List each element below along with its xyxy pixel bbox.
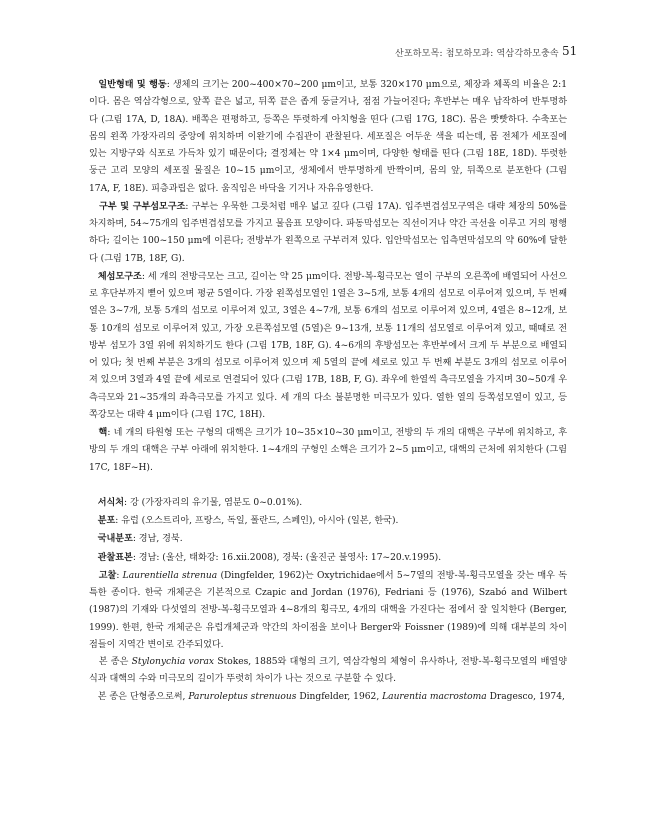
paragraph-general-form	[89, 76, 567, 198]
text-remarks2-pre: 본 종은	[98, 657, 132, 667]
heading-specimens: 관찰표본	[97, 551, 133, 563]
taxon-name: Stylonychia vorax	[131, 657, 215, 667]
paragraph-nucleus	[89, 424, 567, 477]
paragraph-remarks	[89, 567, 567, 654]
paragraph-habitat	[89, 494, 567, 512]
body-text	[89, 76, 567, 706]
paragraph-oral	[89, 198, 567, 268]
text-remarks2: Stokes, 1885와 대형의 크기, 역삼각형의 체형이 유사하나, 전방-복-횡극모열의 배열양식과 대핵의 수와 미극모의 길이가 뚜렷히 차이가 나는 것으로 구분할 수 있다.	[89, 657, 567, 685]
heading-somatic: 체섬모구조	[97, 270, 142, 282]
page-number: 51	[562, 44, 578, 58]
paragraph-remarks-2	[89, 654, 567, 689]
heading-habitat: 서식처	[97, 496, 125, 508]
text-specimens: : 경남: (울산, 태화강: 16.xii.2008), 경북: (울진군 불영사: 17~20.v.1995).	[132, 552, 442, 563]
taxon-name: Laurentia macrostoma	[382, 691, 487, 702]
text-remarks3-mid: Dingfelder, 1962,	[296, 691, 383, 702]
paragraph-remarks-3	[89, 689, 567, 706]
taxon-name: Paruroleptus strenuous	[188, 691, 297, 702]
text-remarks3-pre: 본 종은 단형종으로써,	[97, 691, 189, 702]
text-general-form: : 생체의 크기는 200~400×70~200 μm이고, 보통 320×170 μm으로, 체장과 체폭의 비율은 2:1이다. 몸은 역삼각형으로, 앞쪽 끝은 넓고, 뒤쪽 끝은 좁게 둥글거나, 점점 가늘어진다; 후반부는 매우 납작하여 반투명하다 (그림 17A, D, 18A). 배쪽은 편평하고, 등쪽은 뚜렷하게 아치형을 띤다 (그림 17G, 18C). 몸은 빳빳하다. 수축포는 몸의 왼쪽 가장자리의 중앙에 위치하며 이완기에 수집관이 관찰된다. 세포질은 어두운 색을 띠는데, 몸 전체가 세포질에 있는 지방구와 식포로 가득차 있기 때문이다; 결정체는 약 1×4 μm이며, 다양한 형태를 띤다 (그림 18E, 18D). 뚜렷한 둥근 고리 모양의 세포질 물질은 10~15 μm이고, 생체에서 반투명하게 반짝이며, 몸의 앞, 뒤쪽으로 분포한다 (그림 17A, F, 18E). 피층과립은 없다. 움직임은 바닥을 기거나 자유유영한다.	[89, 80, 567, 194]
text-habitat: : 강 (가장자리의 유기물, 염분도 0~0.01%).	[124, 497, 303, 508]
text-nucleus: : 네 개의 타원형 또는 구형의 대핵은 크기가 10~35×10~30 μm이고, 전방의 두 개의 대핵은 구부에 위치하고, 후방의 두 개의 대핵은 구부 아래에 위치한다. 1~4개의 구형인 소핵은 크기가 2~5 μm이고, 대핵의 근처에 위치한다 (그림 17C, 18F~H).	[89, 428, 567, 473]
heading-remarks: 고찰	[98, 569, 117, 581]
text-oral: : 구부는 우묵한 그릇처럼 매우 넓고 깊다 (그림 17A). 입주변겹섬모구역은 대략 체장의 50%를 차지하며, 54~75개의 입주변겹섬모를 가지고 물음표 모양이다. 파동막섬모는 직선이거나 약간 곡선을 이루고 거의 평행하다; 길이는 100~150 μm에 이른다; 전방부가 왼쪽으로 구부러져 있다. 입안막섬모는 입측면막섬모의 약 60%에 달한다 (그림 17B, 18F, G).	[89, 201, 567, 264]
paragraph-somatic	[89, 268, 567, 424]
text-remarks: (Dingfelder, 1962)는 Oxytrichidae에서 5~7열의 전방-복-횡극모열을 갖는 매우 독특한 종이다. 한국 개체군은 기본적으로 Czapic and Jordan (1976), Fedriani 등 (1976), Szabó and Wilbert (1987)의 기재와 다섯열의 전방-복-횡극모열과 4~8개의 횡극모, 4개의 대핵을 가진다는 점에서 잘 일치한다 (Berger, 1999). 한편, 한국 개체군은 유럽개체군과 약간의 차이점을 보이나 Berger와 Foissner (1989)에 의해 대부분의 차이점들이 지역간 변이로 간주되었다.	[89, 570, 567, 650]
paragraph-distribution	[89, 512, 567, 530]
text-domestic: : 경남, 경북.	[132, 534, 183, 545]
heading-nucleus: 핵	[98, 427, 108, 438]
heading-distribution: 분포	[97, 515, 116, 526]
text-distribution: : 유럽 (오스트리아, 프랑스, 독일, 폴란드, 스페인), 아시아 (일본, 한국).	[115, 516, 399, 526]
paragraph-specimens	[89, 549, 567, 567]
taxon-name: Laurentiella strenua	[122, 570, 218, 581]
paragraph-domestic	[89, 530, 567, 548]
text-somatic: : 세 개의 전방극모는 크고, 길이는 약 25 μm이다. 전방-복-횡극모는 열이 구부의 오른쪽에 배열되어 사선으로 후단부까지 뻗어 있으며 평균 5열이다. 가장 왼쪽섬모열인 1열은 3~5개, 보통 4개의 섬모로 이루어져 있으며, 두 번째 열은 3~7개, 보통 5개의 섬모로 이루어져 있고, 3열은 4~7개, 보통 6개의 섬모로 이루어져 있으며, 4열은 8~12개, 보통 10개의 섬모로 이루어져 있고, 가장 오른쪽섬모열 (5열)은 9~13개, 보통 11개의 섬모열로 이루어져 있고, 때때로 전방부 섬모가 3열 위에 위치하기도 한다 (그림 17B, 18F, G). 4~6개의 후방섬모는 후반부에서 크게 두 부분으로 배열되어 있다; 첫 번째 부분은 3개의 섬모로 이루어져 있으며 제 5열의 끝에 세로로 있고 두 번째 부분도 3개의 섬모로 이루어져 있으며 3열과 4열 끝에 세로로 연결되어 있다 (그림 17B, 18B, F, G). 좌우에 한열씩 측극모열을 가지며 30~50개 우측극모와 21~35개의 좌측극모를 가지고 있다. 세 개의 다소 불분명한 미극모가 있다. 열한 열의 등쪽섬모열이 있고, 등쪽강모는 대략 4 μm이다 (그림 17C, 18H).	[89, 271, 567, 420]
heading-domestic: 국내분포	[97, 533, 133, 545]
text-remarks-pre: :	[116, 570, 123, 581]
section-spacer	[89, 477, 567, 494]
heading-general-form: 일반형태 및 행동	[98, 79, 167, 90]
running-header: 산포하모목: 첨모하모과: 역삼각하모충속	[395, 49, 559, 59]
text-remarks3: Dragesco, 1974,	[486, 691, 565, 702]
heading-oral: 구부 및 구부섬모구조	[99, 200, 186, 212]
